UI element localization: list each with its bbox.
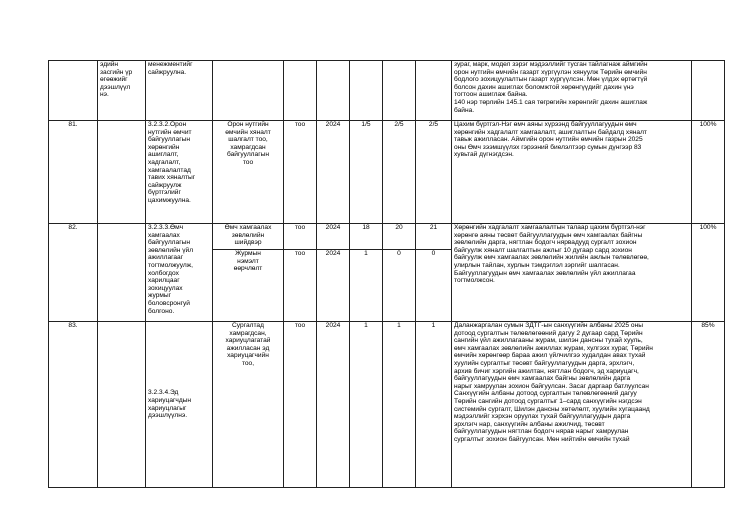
activity-text: 3.2.3.4.Эд [148,389,179,397]
goal-text: эдийн [100,61,119,68]
description-line: бодлого зохицуулалтын газарт хүргүүлсэн. Мөн үлдэх өртөгтүй [454,76,648,84]
description-line: тогтмолжсон. [454,277,495,285]
description-line: хуулийн сургалтыг төсөвт байгууллагуудын дарга, эрхлэгч, [454,359,635,367]
activity-text: хариуцагчдын [148,396,192,404]
activity-text: сайжруулна. [148,68,187,76]
indicator-text: шалгалт тоо, [228,136,268,144]
indicator-text: хариуцлагатай [225,337,271,345]
year-cell [317,61,350,121]
activity-cell [146,61,213,121]
activity-text: нутгийн өмчит [148,128,192,136]
goal-cell [98,224,146,322]
description-line: сангийн үйл ажиллагааны журам, шилэн дансны тухай хууль, [454,337,643,345]
description-line: оны Өмч зээмшүүлэх гэрээний биелэлтээр сумын дүнгээр 83 [454,143,642,151]
activity-text: 3.2.3.2.Орон [148,121,187,128]
table-row [49,224,725,250]
description-line: байгуулж өмч хамгаалах зөвлөлийн жилийн ажлын төлөвлөгөө, [454,254,649,262]
activity-text: хадгалалт, [148,158,181,166]
value-cell [383,61,416,121]
indicator-text: өөрчлөлт [233,265,263,273]
description-line: нарыг хамруулан зохион байгуулсан. Засаг даргаар батлуулсан [454,382,649,390]
baseline-value: 1/5 [350,121,383,224]
unit-cell: тоо [284,250,317,322]
goal-cell [98,322,146,488]
description-line: мэдээллийг хэрхэн оруулах тухай байгууллагуудын дарга [454,413,631,421]
indicator-cell [213,61,284,121]
row-number: 81. [49,121,98,224]
activity-text: байгууллагын [148,136,190,144]
description-line: Төрийн сангийн дотоод сургалтыг 1–сард санхүүгийн нэгдсэн [454,397,642,405]
actual-value: 0 [416,250,452,322]
description-line: эрхлэгч нар, санхүүгийн албаны ажилчид, төсөвт [454,420,605,428]
description-line: сургалтыг зохион байгуулсан. Мөн нийтийн өмчийн тухай [454,435,630,443]
indicator-text: Журмын [235,250,261,257]
indicator-text: өмчийн хяналт [225,128,271,136]
activity-text: ашиглалт, [148,151,179,159]
num-cell [49,61,98,121]
description-line: Байгууллагуудын өмч хамгаалах зөвлөлийн үйл ажиллагаа [454,269,636,277]
table-row [49,61,725,121]
goal-text: нэ. [100,91,109,99]
indicator-text: Өмч хамгаалах [224,224,272,231]
activity-text: хамгаалах [148,231,180,239]
row-number: 82. [49,224,98,322]
indicator-text: шийдвэр [234,239,262,247]
description-line: Даланжаргалан сумын ЗДТГ-ын санхүүгийн албаны 2025 оны [454,322,643,329]
activity-text: боловсронгуй [148,299,190,307]
activity-text: хөрөнгийн [148,143,180,151]
description-line: зураг, марк, модел зэрэг мэдээллийг тусган тайлагнаж аймгийн [454,61,648,68]
indicator-text: байгууллагын [227,151,269,159]
goal-cell [98,121,146,224]
activity-text: менежментийг [148,61,193,68]
activity-text: тавих хяналтыг [148,174,196,182]
percent-cell: 85% [692,322,725,488]
indicator-cell [213,322,284,488]
description-line: тогтоон ашиглаж байна. [454,91,528,99]
activity-cell [146,121,213,224]
report-table [48,60,725,488]
target-value: 2/5 [383,121,416,224]
description-line: байна. [454,106,475,114]
description-line: Санхүүгийн албаны дотоод сургалтын төлөвлөгөөний дагуу [454,390,637,398]
indicator-text: тоо, [241,359,255,367]
indicator-text: тоо [242,158,254,166]
activity-text: болгоно. [148,307,175,315]
indicator-text: зөвлөлийн [231,231,265,239]
description-cell [452,224,692,322]
activity-text: харилцааг [148,277,180,285]
description-line: тавьж ажилласан. Аймгийн орон нутгийн өмчийн газрын 2025 [454,136,643,144]
activity-text: зохицуулах [148,284,183,292]
activity-text: ажиллагааг [148,254,184,262]
description-line: Цахим бүртгэл-Нэг өмч аяны хүрээнд байгууллагуудын өмч [454,121,637,128]
activity-cell [146,224,213,322]
activity-text: тогтмолжуулж, [148,261,193,269]
goal-text: дээшлүүл [100,83,131,91]
activity-cell [146,322,213,488]
year-cell: 2024 [317,121,350,224]
activity-text: хариуцлагыг [148,404,187,412]
description-cell [452,61,692,121]
indicator-cell [213,121,284,224]
indicator-text: нэмэлт [237,257,259,265]
description-line: өмч хамгаалах зөвлөлийн ажиллах журам, хулгээх хураг, Төрийн [454,344,653,352]
percent-cell: 100% [692,121,725,224]
indicator-cell [213,224,284,250]
baseline-value: 1 [350,250,383,322]
indicator-text: Сургалтад [232,322,264,329]
indicator-text: хамрагдсан [230,143,266,151]
description-line: системийн сургалт, Шилэн дансны хөтөлөлт, хуулийн хугацаанд [454,405,650,413]
activity-text: сайжруулж [148,181,182,189]
table-row [49,322,725,488]
year-cell: 2024 [317,322,350,488]
description-line: хувьтай дүгнэгдсэн. [454,151,514,159]
description-line: зөвлөлийн дарга, нягтлан бодогч нярвадууд сургалт зохион [454,239,637,247]
baseline-value: 1 [350,322,383,488]
activity-text: 3.2.3.3.Өмч [148,224,184,231]
target-value: 1 [383,322,416,488]
value-cell [416,61,452,121]
baseline-value: 18 [350,224,383,250]
value-cell [350,61,383,121]
description-line: дотоод сургалтын төлөвлөгөөний дагуу 2 дугаар сард Төрийн [454,329,643,337]
percent-cell: 100% [692,224,725,322]
table-row [49,121,725,224]
activity-text: дээшлүүлнэ. [148,412,188,420]
activity-text: байгууллагын [148,239,190,247]
description-cell [452,121,692,224]
goal-text: өгөөжийг [100,76,128,84]
activity-text: хамгаалалтад [148,166,191,174]
activity-text: цахимжуулна. [148,196,191,204]
actual-value: 1 [416,322,452,488]
year-cell: 2024 [317,224,350,250]
description-line: орон нутгийн өмчийн газарт хүргүүлэн хянуулж Төрийн өмчийн [454,68,647,76]
actual-value: 2/5 [416,121,452,224]
activity-text: зөвлөлийн үйл [148,246,194,254]
indicator-cell [213,250,284,322]
row-number: 83. [49,322,98,488]
description-line: Хөрөнгийн хадгалалт хамгаалалтын талаар цахим бүртгэл-нэг [454,224,646,231]
goal-cell [98,61,146,121]
unit-cell [284,61,317,121]
description-line: байгуулж хяналт шалгалтын ажлыг 10 дугаар сард зохион [454,246,632,254]
indicator-text: хамрагдсан, [229,329,267,337]
description-line: болсон дахин ашиглах боломжтой хөрөнгүүдийг дахин үнэ [454,83,634,91]
description-line: 140 нэр төрлийн 145.1 сая төгрөгийн хөрөнгийг дахин ашиглаж [454,98,648,106]
activity-text: бүртгэлийг [148,189,181,197]
percent-cell [692,61,725,121]
unit-cell: тоо [284,224,317,250]
target-value: 20 [383,224,416,250]
target-value: 0 [383,250,416,322]
indicator-text: хариуцагчийн [227,352,269,360]
description-line: хөрөнгийн хадгалалт хамгаалалт, ашиглалтын байдалд хяналт [454,128,647,136]
description-cell [452,322,692,488]
description-line: байгууллагуудын нягтлан бодогч нярав нарыг хамруулан [454,428,629,436]
description-line: байгууллагуудын өмч хамгаалах байгны зөвлөлийн дарга [454,375,631,383]
activity-text: холбогдох [148,269,179,277]
unit-cell: тоо [284,121,317,224]
description-line: хөрөнгө аяны төсвөт байгууллагуудын өмч хамгаалах байгны [454,231,643,239]
year-cell: 2024 [317,250,350,322]
description-line: улирлын тайлан, хурлын тэмдэглэл зэргийг шалгасан. [454,261,620,269]
unit-cell: тоо [284,322,317,488]
activity-text: журмыг [148,292,172,300]
description-line: өмчийн хөрөнгөөр бараа ажил үйлчилгээ худалдан авах тухай [454,352,646,360]
goal-text: засгийн үр [100,68,133,76]
actual-value: 21 [416,224,452,250]
description-line: архив бичиг хэргийн ажилтан, нягтлан бодогч, эд хариуцагч, [454,367,639,375]
indicator-text: ажилласан эд [226,344,270,352]
indicator-text: Орон нутгийн [227,121,269,128]
